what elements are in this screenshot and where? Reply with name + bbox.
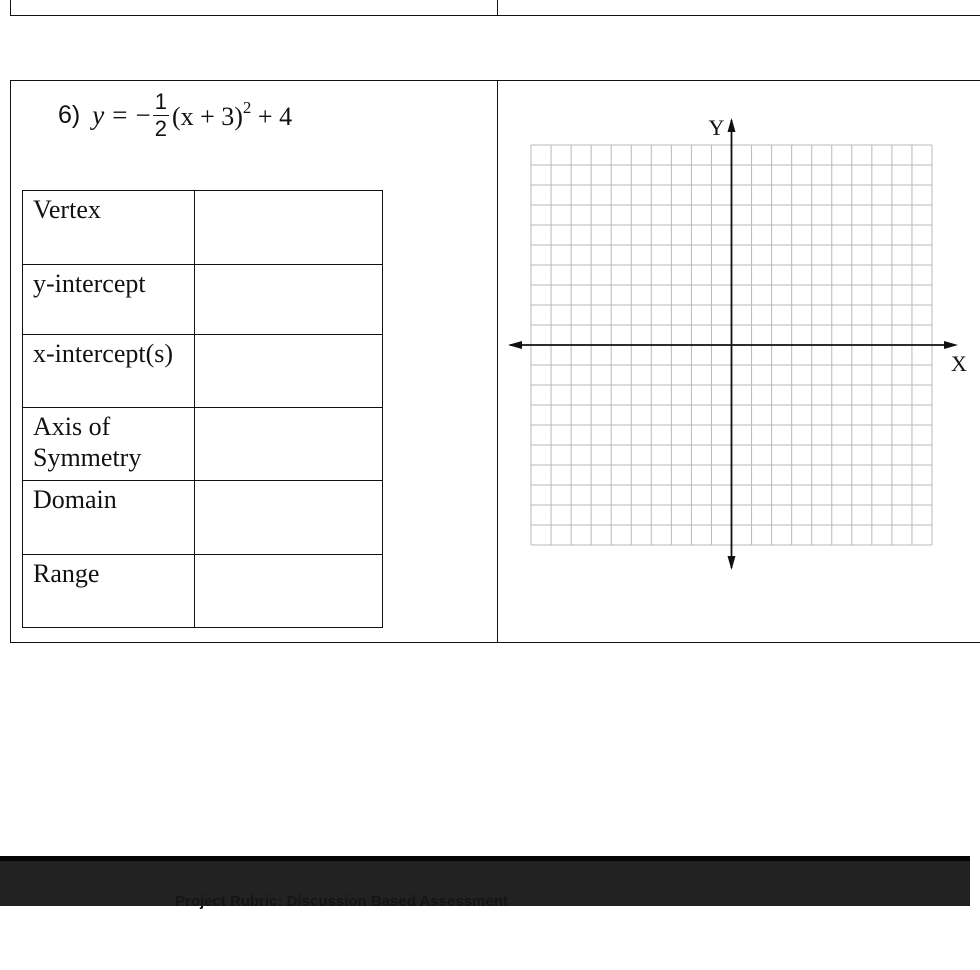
table-row-x-intercepts	[23, 335, 383, 408]
properties-table	[22, 190, 383, 628]
y-axis-bottom-arrow	[728, 556, 736, 570]
coordinate-plane[interactable]	[500, 110, 965, 580]
coordinate-grid-svg[interactable]	[500, 110, 965, 580]
x-axis-right-arrow	[944, 341, 958, 349]
y-axis-top-arrow	[728, 118, 736, 132]
previous-problem-box-bottom	[10, 0, 980, 16]
table-row-vertex	[23, 191, 383, 265]
problem-number: 6)	[58, 100, 81, 129]
row-label-range: Range	[23, 555, 195, 628]
answer-cell-axis-of-symmetry[interactable]	[195, 408, 383, 481]
problem-6-divider	[497, 80, 498, 643]
row-label-axis-of-symmetry: Axis of Symmetry	[23, 408, 195, 481]
previous-problem-divider	[497, 0, 498, 16]
table-row-domain	[23, 481, 383, 555]
table-row-y-intercept	[23, 265, 383, 335]
answer-cell-y-intercept[interactable]	[195, 265, 383, 335]
row-label-y-intercept: y-intercept	[23, 265, 195, 335]
footer-bar	[0, 856, 970, 910]
answer-cell-domain[interactable]	[195, 481, 383, 555]
equation-exponent: 2	[242, 98, 252, 117]
equation-equals: =	[112, 99, 128, 130]
row-label-domain: Domain	[23, 481, 195, 555]
footer-title: Project Rubric: Discussion Based Assessment	[175, 893, 508, 910]
fraction-denominator: 2	[154, 115, 167, 141]
equation-lhs: y	[92, 99, 105, 130]
problem-equation	[58, 84, 292, 146]
answer-cell-x-intercepts[interactable]	[195, 335, 383, 408]
equation-sign: −	[135, 99, 151, 130]
equation-body-text: (x + 3)	[171, 102, 243, 131]
table-row-range	[23, 555, 383, 628]
answer-cell-vertex[interactable]	[195, 191, 383, 265]
fraction-numerator: 1	[154, 88, 167, 114]
x-axis-left-arrow	[508, 341, 522, 349]
table-row-axis-of-symmetry	[23, 408, 383, 481]
row-label-x-intercepts: x-intercept(s)	[23, 335, 195, 408]
row-label-vertex: Vertex	[23, 191, 195, 265]
y-axis-label: Y	[708, 115, 725, 140]
equation-tail: + 4	[257, 102, 293, 131]
answer-cell-range[interactable]	[195, 555, 383, 628]
x-axis-label: X	[951, 351, 967, 376]
equation-fraction	[153, 88, 169, 141]
equation-body	[172, 98, 292, 132]
